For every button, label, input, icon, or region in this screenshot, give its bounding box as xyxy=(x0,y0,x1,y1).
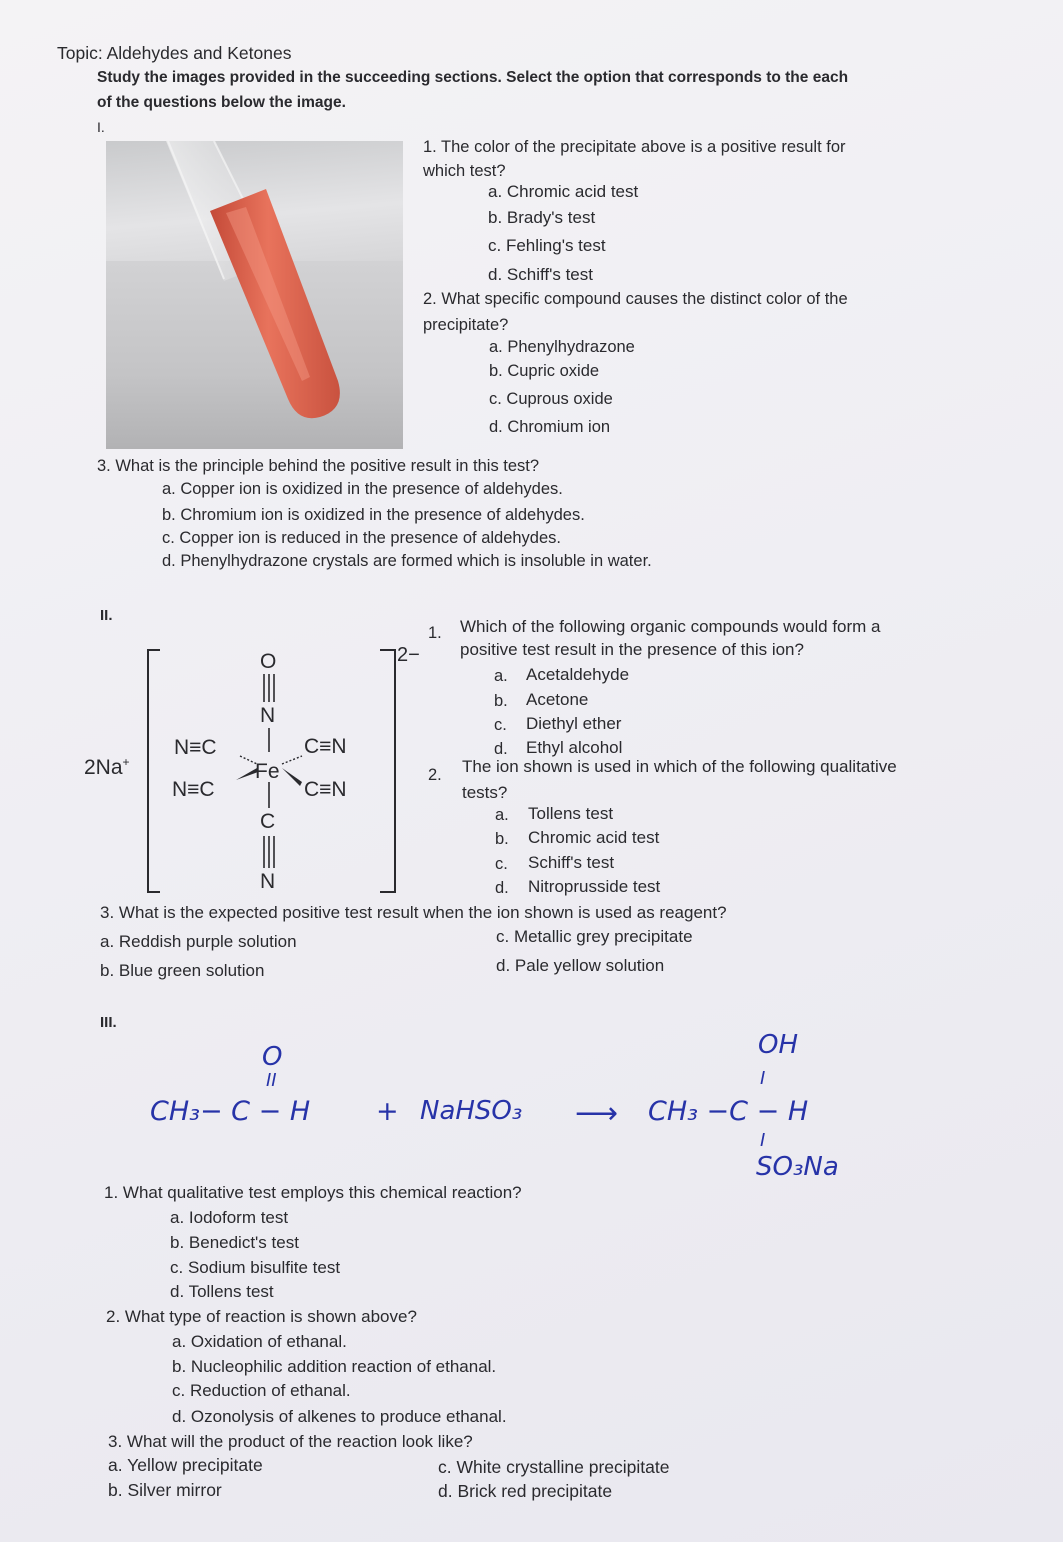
s2-q2-option-c[interactable]: Schiff's test xyxy=(528,853,615,872)
product-bond-bottom: I xyxy=(760,1130,766,1151)
s1-q1-option-b[interactable]: b. Brady's test xyxy=(488,208,596,227)
s2-q2-letter-b: b. xyxy=(495,830,509,848)
product-main: CH₃ −C − H xyxy=(648,1096,809,1127)
s3-q2-option-c[interactable]: c. Reduction of ethanal. xyxy=(172,1381,351,1400)
s2-q2-line2: tests? xyxy=(462,783,508,802)
s3-q1-text: 1. What qualitative test employs this chemical reaction? xyxy=(104,1183,522,1202)
atom-n-bottom: N xyxy=(260,870,276,893)
s3-q2-option-a[interactable]: a. Oxidation of ethanal. xyxy=(172,1332,347,1351)
s2-q2-option-b[interactable]: Chromic acid test xyxy=(528,828,660,847)
reactant-double-bond: II xyxy=(266,1070,277,1091)
s2-q1-letter-c: c. xyxy=(494,716,507,734)
s2-q2-option-a[interactable]: Tollens test xyxy=(528,804,614,823)
s2-q2-letter-c: c. xyxy=(495,855,508,873)
s3-q2-text: 2. What type of reaction is shown above? xyxy=(106,1307,417,1326)
test-tube-photo xyxy=(106,141,403,449)
reactant-carbonyl-o: O xyxy=(262,1042,283,1072)
s3-q1-option-c[interactable]: c. Sodium bisulfite test xyxy=(170,1258,341,1277)
s2-q2-line1: The ion shown is used in which of the following qualitative xyxy=(462,757,897,776)
s3-q2-option-d[interactable]: d. Ozonolysis of alkenes to produce ethanal. xyxy=(172,1407,507,1426)
product-oh: OH xyxy=(758,1030,799,1060)
product-bond-top: I xyxy=(760,1068,766,1089)
s2-q1-letter-d: d. xyxy=(494,740,508,758)
complex-charge: 2− xyxy=(397,644,420,666)
s2-q1-option-a[interactable]: Acetaldehyde xyxy=(526,665,630,684)
s1-q2-option-a[interactable]: a. Phenylhydrazone xyxy=(489,338,635,356)
s3-q3-option-b[interactable]: b. Silver mirror xyxy=(108,1480,222,1500)
s2-q1-letter-a: a. xyxy=(494,667,508,685)
s3-q1-option-a[interactable]: a. Iodoform test xyxy=(170,1208,289,1227)
s2-q2-letter-d: d. xyxy=(495,879,509,897)
s3-q3-text: 3. What will the product of the reaction look like? xyxy=(108,1432,473,1451)
s1-q2-option-c[interactable]: c. Cuprous oxide xyxy=(489,390,613,408)
s2-q1-option-d[interactable]: Ethyl alcohol xyxy=(526,738,623,757)
s3-q3-option-c[interactable]: c. White crystalline precipitate xyxy=(438,1457,670,1477)
reaction-arrow: ⟶ xyxy=(575,1096,619,1131)
s3-q1-option-d[interactable]: d. Tollens test xyxy=(170,1282,274,1301)
counter-ion: 2Na+ xyxy=(84,755,130,779)
s2-q2-option-d[interactable]: Nitroprusside test xyxy=(528,877,661,896)
instructions-line1: Study the images provided in the succeeding sections. Select the option that corresponds to the each xyxy=(97,69,849,86)
s2-q3-option-c[interactable]: c. Metallic grey precipitate xyxy=(496,927,693,946)
s1-q1-option-d[interactable]: d. Schiff's test xyxy=(488,265,593,284)
ligand-bottom-right: C≡N xyxy=(304,778,347,801)
atom-n-top: N xyxy=(260,704,276,727)
s1-q2-option-d[interactable]: d. Chromium ion xyxy=(489,418,611,436)
s1-q1-option-c[interactable]: c. Fehling's test xyxy=(488,236,606,255)
s1-q2-line2: precipitate? xyxy=(423,316,509,334)
s1-q3-text: 3. What is the principle behind the positive result in this test? xyxy=(97,457,540,475)
s2-q1-line2: positive test result in the presence of this ion? xyxy=(460,640,804,659)
s3-q2-option-b[interactable]: b. Nucleophilic addition reaction of ethanal. xyxy=(172,1357,497,1376)
section2-label: II. xyxy=(100,607,113,624)
atom-c-bottom: C xyxy=(260,810,276,833)
atom-fe: Fe xyxy=(255,760,280,783)
s1-q3-option-b[interactable]: b. Chromium ion is oxidized in the presence of aldehydes. xyxy=(162,506,585,524)
product-so3na: SO₃Na xyxy=(756,1152,839,1182)
section3-label: III. xyxy=(100,1014,117,1031)
s1-q3-option-d[interactable]: d. Phenylhydrazone crystals are formed which is insoluble in water. xyxy=(162,552,652,570)
s3-q1-option-b[interactable]: b. Benedict's test xyxy=(170,1233,299,1252)
ligand-top-left: N≡C xyxy=(174,736,217,759)
s2-q3-option-d[interactable]: d. Pale yellow solution xyxy=(496,956,665,975)
s2-q3-option-b[interactable]: b. Blue green solution xyxy=(100,961,265,980)
topic-title: Topic: Aldehydes and Ketones xyxy=(57,43,292,63)
s1-q1-line1: 1. The color of the precipitate above is a positive result for xyxy=(423,138,846,156)
reagent-nahso3: NaHSO₃ xyxy=(420,1096,523,1126)
s1-q2-line1: 2. What specific compound causes the distinct color of the xyxy=(423,290,848,308)
s2-q1-line1: Which of the following organic compounds would form a xyxy=(460,617,881,636)
s2-q2-letter-a: a. xyxy=(495,806,509,824)
s2-q1-letter-b: b. xyxy=(494,692,508,710)
instructions-line2: of the questions below the image. xyxy=(97,94,346,111)
plus-sign: + xyxy=(376,1096,399,1127)
s2-q3-text: 3. What is the expected positive test result when the ion shown is used as reagent? xyxy=(100,903,727,922)
test-tube-image xyxy=(106,141,403,449)
ligand-bottom-left: N≡C xyxy=(172,778,215,801)
atom-o-top: O xyxy=(260,650,277,673)
s2-q3-option-a[interactable]: a. Reddish purple solution xyxy=(100,932,297,951)
ligand-top-right: C≡N xyxy=(304,735,347,758)
s3-q3-option-a[interactable]: a. Yellow precipitate xyxy=(108,1455,263,1475)
s1-q3-option-a[interactable]: a. Copper ion is oxidized in the presence of aldehydes. xyxy=(162,480,563,498)
s2-q1-option-b[interactable]: Acetone xyxy=(526,690,589,709)
s2-q1-number: 1. xyxy=(428,624,442,642)
section1-label: I. xyxy=(97,119,105,135)
nitroprusside-structure xyxy=(80,640,430,900)
reactant-acetaldehyde: CH₃− C − H xyxy=(150,1096,311,1127)
s2-q1-option-c[interactable]: Diethyl ether xyxy=(526,714,622,733)
s1-q1-line2: which test? xyxy=(423,162,506,180)
s1-q2-option-b[interactable]: b. Cupric oxide xyxy=(489,362,600,380)
s3-q3-option-d[interactable]: d. Brick red precipitate xyxy=(438,1481,613,1501)
s2-q2-number: 2. xyxy=(428,766,442,784)
s1-q1-option-a[interactable]: a. Chromic acid test xyxy=(488,182,639,201)
s1-q3-option-c[interactable]: c. Copper ion is reduced in the presence of aldehydes. xyxy=(162,529,561,547)
